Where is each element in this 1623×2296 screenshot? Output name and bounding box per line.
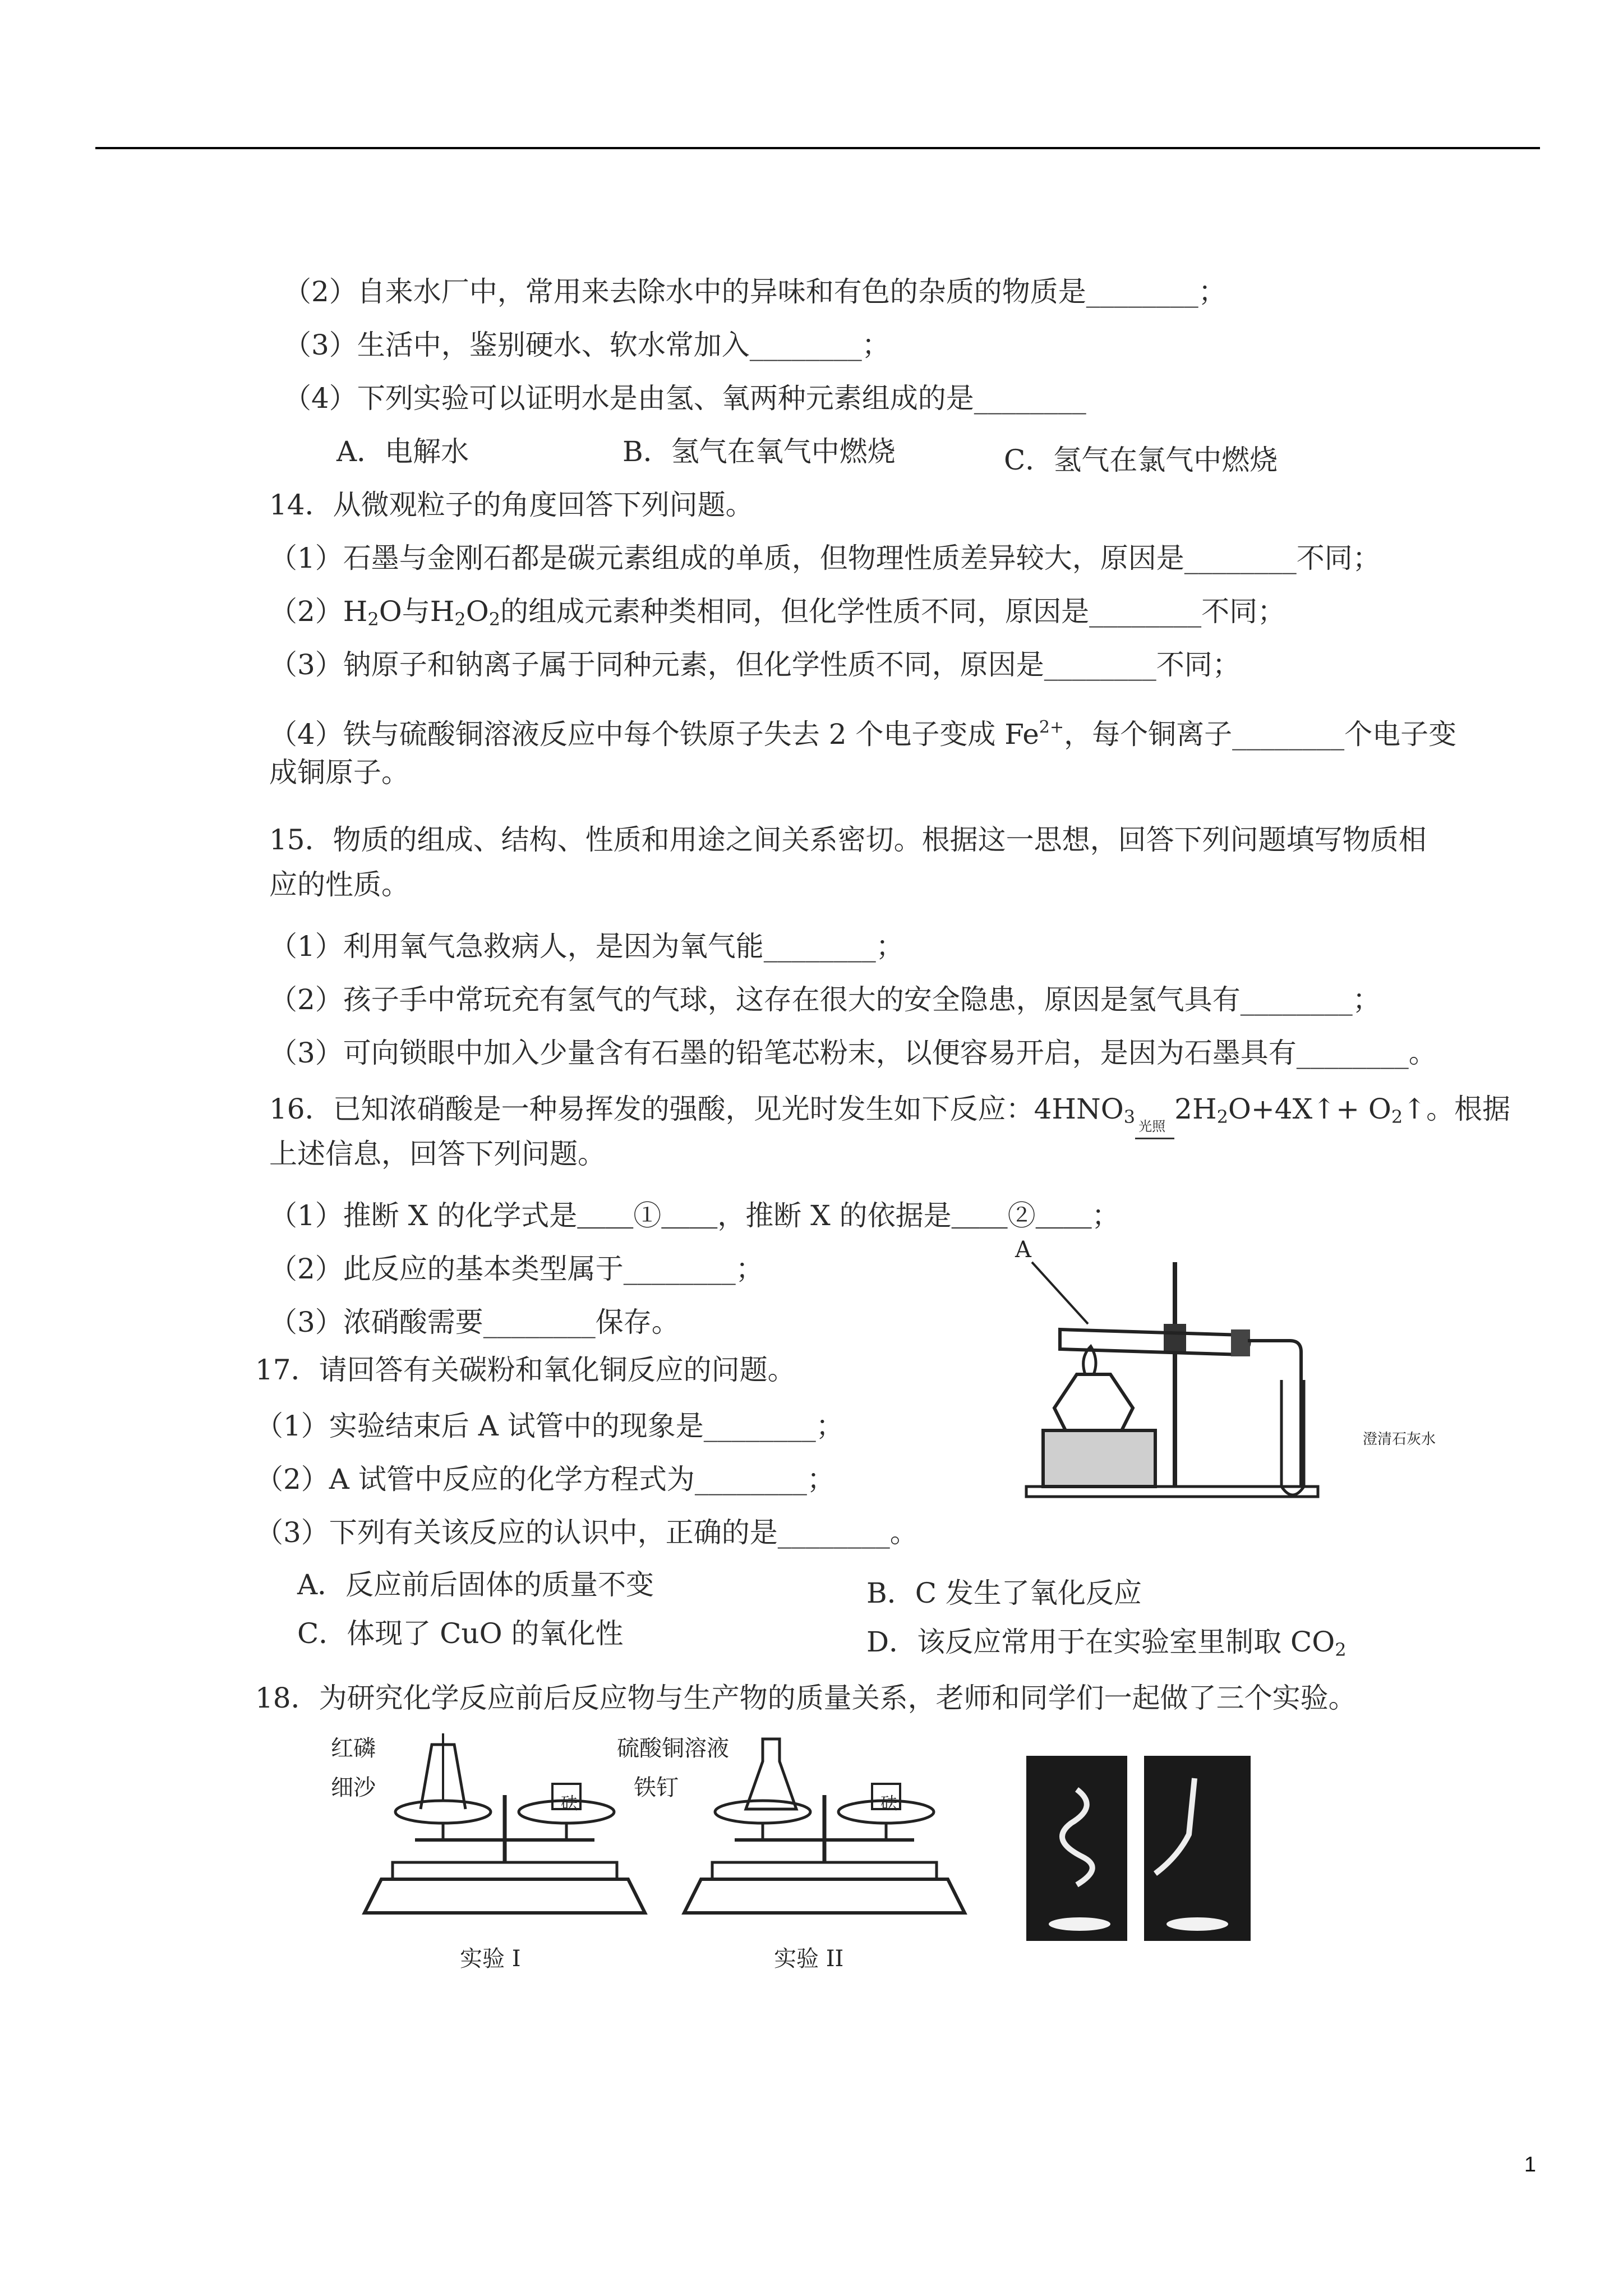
q17-part3: （3）下列有关该反应的认识中，正确的是________。 [255, 1516, 918, 1549]
q14-part4-cont: 成铜原子。 [269, 756, 409, 789]
q13-option-a: A．电解水 [336, 435, 469, 468]
iron-nail-label: 铁钉 [634, 1775, 679, 1801]
page-number: 1 [1524, 2153, 1536, 2177]
weight-label-2: 砝 [880, 1794, 897, 1814]
q17-part2: （2）A 试管中反应的化学方程式为________； [255, 1463, 835, 1496]
experiment-1-caption: 实验 I [460, 1946, 521, 1972]
q14-part3: （3）钠原子和钠离子属于同种元素，但化学性质不同，原因是________不同； [269, 648, 1241, 681]
header-rule [95, 147, 1540, 149]
q16-stem: 16．已知浓硝酸是一种易挥发的强酸，见光时发生如下反应：$4HNO_3$ 光照 $2H_2O+4X↑+$ $O_2↑$。根据 [269, 1091, 1510, 1135]
q17-stem: 17．请回答有关碳粉和氧化铜反应的问题。 [255, 1354, 796, 1386]
q13-option-b: B．氢气在氧气中燃烧 [623, 435, 896, 468]
q16-part1: （1）推断 X 的化学式是＿＿①＿＿，推断 X 的依据是＿＿②＿＿； [269, 1199, 1120, 1232]
q17-option-d: D．该反应常用于在实验室里制取 $CO_2$ [866, 1626, 1347, 1660]
experiment-1-balance-drawing [359, 1728, 651, 1930]
weight-label-1: 砝 [561, 1794, 578, 1814]
q15-part2: （2）孩子手中常玩充有氢气的气球，这存在很大的安全隐患，原因是氢气具有________； [269, 983, 1381, 1016]
q15-part3: （3）可向锁眼中加入少量含有石墨的铅笔芯粉末，以便容易开启，是因为石墨具有________。 [269, 1037, 1437, 1069]
tube-a-label: A [1015, 1237, 1031, 1263]
experiment-2-caption: 实验 II [774, 1946, 844, 1972]
q14-stem: 14．从微观粒子的角度回答下列问题。 [269, 489, 754, 521]
q15-stem: 15．物质的组成、结构、性质和用途之间关系密切。根据这一思想，回答下列问题填写物质相 [269, 823, 1427, 856]
experiment-1-balance [359, 1728, 651, 1930]
q15-stem-cont: 应的性质。 [269, 868, 409, 901]
q16-part2: （2）此反应的基本类型属于________； [269, 1253, 764, 1285]
q17-option-b: B．C 发生了氧化反应 [866, 1577, 1142, 1609]
q17-part1: （1）实验结束后 A 试管中的现象是________； [255, 1410, 844, 1442]
q16-condition: 光照 [1138, 1119, 1166, 1134]
q14-part4: （4）铁与硫酸铜溶液反应中每个铁原子失去 2 个电子变成 $Fe^{2+}$，每个铜离子________个电子变 [269, 717, 1457, 751]
q14-part1: （1）石墨与金刚石都是碳元素组成的单质，但物理性质差异较大，原因是________不同； [269, 542, 1381, 574]
q16-part3: （3）浓硝酸需要________保存。 [269, 1306, 680, 1338]
copper-sulfate-label: 硫酸铜溶液 [617, 1736, 729, 1761]
q15-part1: （1）利用氧气急救病人，是因为氧气能________； [269, 930, 904, 963]
q13-part3: （3）生活中，鉴别硬水、软水常加入________； [283, 329, 890, 361]
experiment-3-photos [1026, 1756, 1262, 1941]
q13-part2: （2）自来水厂中，常用来去除水中的异味和有色的杂质的物质是________； [283, 275, 1227, 308]
experiment-3-photos-drawing [1026, 1756, 1262, 1941]
q17-option-c: C．体现了 CuO 的氧化性 [297, 1617, 624, 1650]
carbon-cuo-apparatus [1021, 1240, 1402, 1520]
q13-option-c: C．氢气在氯气中燃烧 [1004, 444, 1278, 476]
fine-sand-label: 细沙 [331, 1775, 376, 1801]
q16-stem-cont: 上述信息，回答下列问题。 [269, 1138, 606, 1170]
carbon-cuo-apparatus-drawing [1021, 1240, 1402, 1520]
q13-part4: （4）下列实验可以证明水是由氢、氧两种元素组成的是________ [283, 382, 1086, 415]
q14-part2: $(2)H_2O$与$H_2O_2$的组成元素种类相同，但化学性质不同，原因是________不同； [269, 595, 1286, 630]
red-phosphorus-label: 红磷 [331, 1736, 376, 1761]
limewater-label: 澄清石灰水 [1363, 1431, 1436, 1448]
q18-stem: 18．为研究化学反应前后反应物与生产物的质量关系，老师和同学们一起做了三个实验。 [255, 1682, 1357, 1714]
q17-option-a: A．反应前后固体的质量不变 [297, 1568, 654, 1601]
